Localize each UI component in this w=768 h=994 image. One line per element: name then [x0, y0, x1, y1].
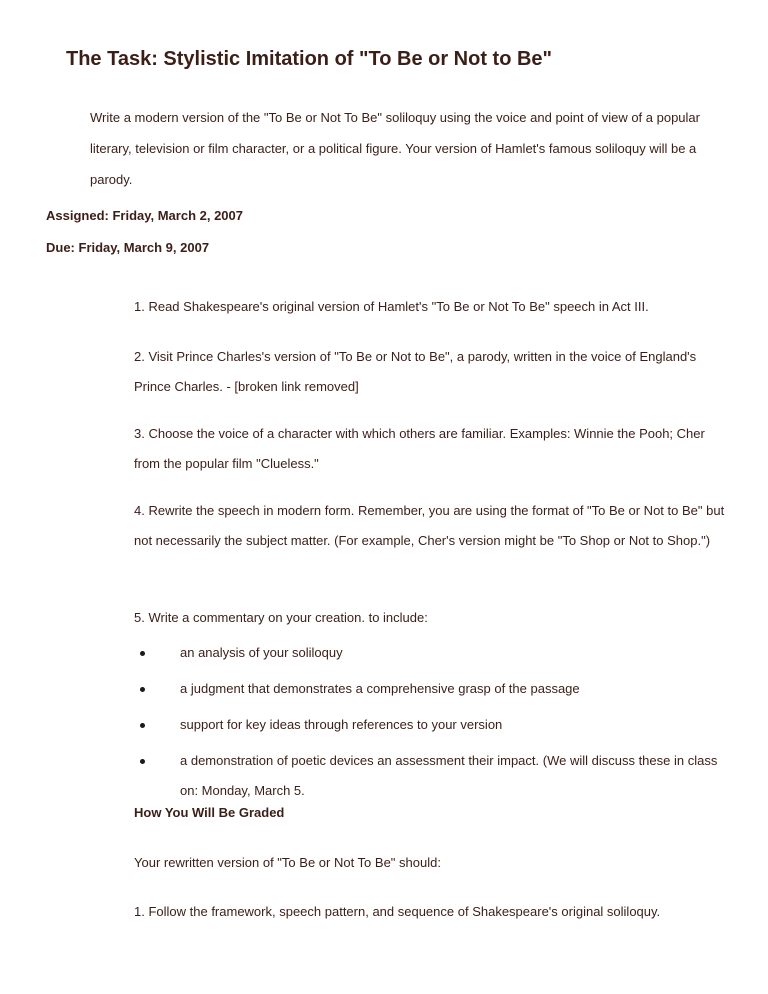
- step-5: 5. Write a commentary on your creation. to include:: [134, 610, 428, 625]
- bullet-icon: [140, 759, 145, 764]
- step-1: 1. Read Shakespeare's original version of Hamlet's "To Be or Not To Be" speech in Act III.: [134, 299, 649, 314]
- page-title: The Task: Stylistic Imitation of "To Be or Not to Be": [66, 48, 553, 70]
- list-item: a judgment that demonstrates a comprehensive grasp of the passage: [134, 674, 734, 704]
- due-date: Due: Friday, March 9, 2007: [46, 240, 210, 255]
- list-item: support for key ideas through references to your version: [134, 710, 734, 740]
- step-3: 3. Choose the voice of a character with which others are familiar. Examples: Winnie the Pooh; Cher from the popular film "Clueless.": [134, 426, 705, 471]
- step-4: 4. Rewrite the speech in modern form. Remember, you are using the format of "To Be or Not to Be" but not necessarily the subject matter. (For example, Cher's version might be "To Shop or Not to Shop."): [134, 503, 725, 548]
- bullet-icon: [140, 723, 145, 728]
- commentary-list: [134, 638, 734, 812]
- assigned-date: Assigned: Friday, March 2, 2007: [46, 208, 243, 223]
- step-2: 2. Visit Prince Charles's version of "To Be or Not to Be", a parody, written in the voice of England's Prince Charles. - [broken link removed]: [134, 349, 697, 394]
- task-intro: Write a modern version of the "To Be or Not To Be" soliloquy using the voice and point of view of a popular literary, television or film character, or a political figure. Your version of Hamlet's famous soliloquy will be a parody.: [90, 110, 700, 187]
- list-item: a demonstration of poetic devices an assessment their impact. (We will discuss these in class on: Monday, March 5.: [134, 746, 734, 806]
- bullet-icon: [140, 687, 145, 692]
- grading-intro: Your rewritten version of "To Be or Not To Be" should:: [134, 855, 441, 870]
- grading-heading: How You Will Be Graded: [134, 805, 285, 820]
- list-item: an analysis of your soliloquy: [134, 638, 734, 668]
- bullet-icon: [140, 651, 145, 656]
- grading-item-1: 1. Follow the framework, speech pattern, and sequence of Shakespeare's original soliloquy.: [134, 904, 661, 919]
